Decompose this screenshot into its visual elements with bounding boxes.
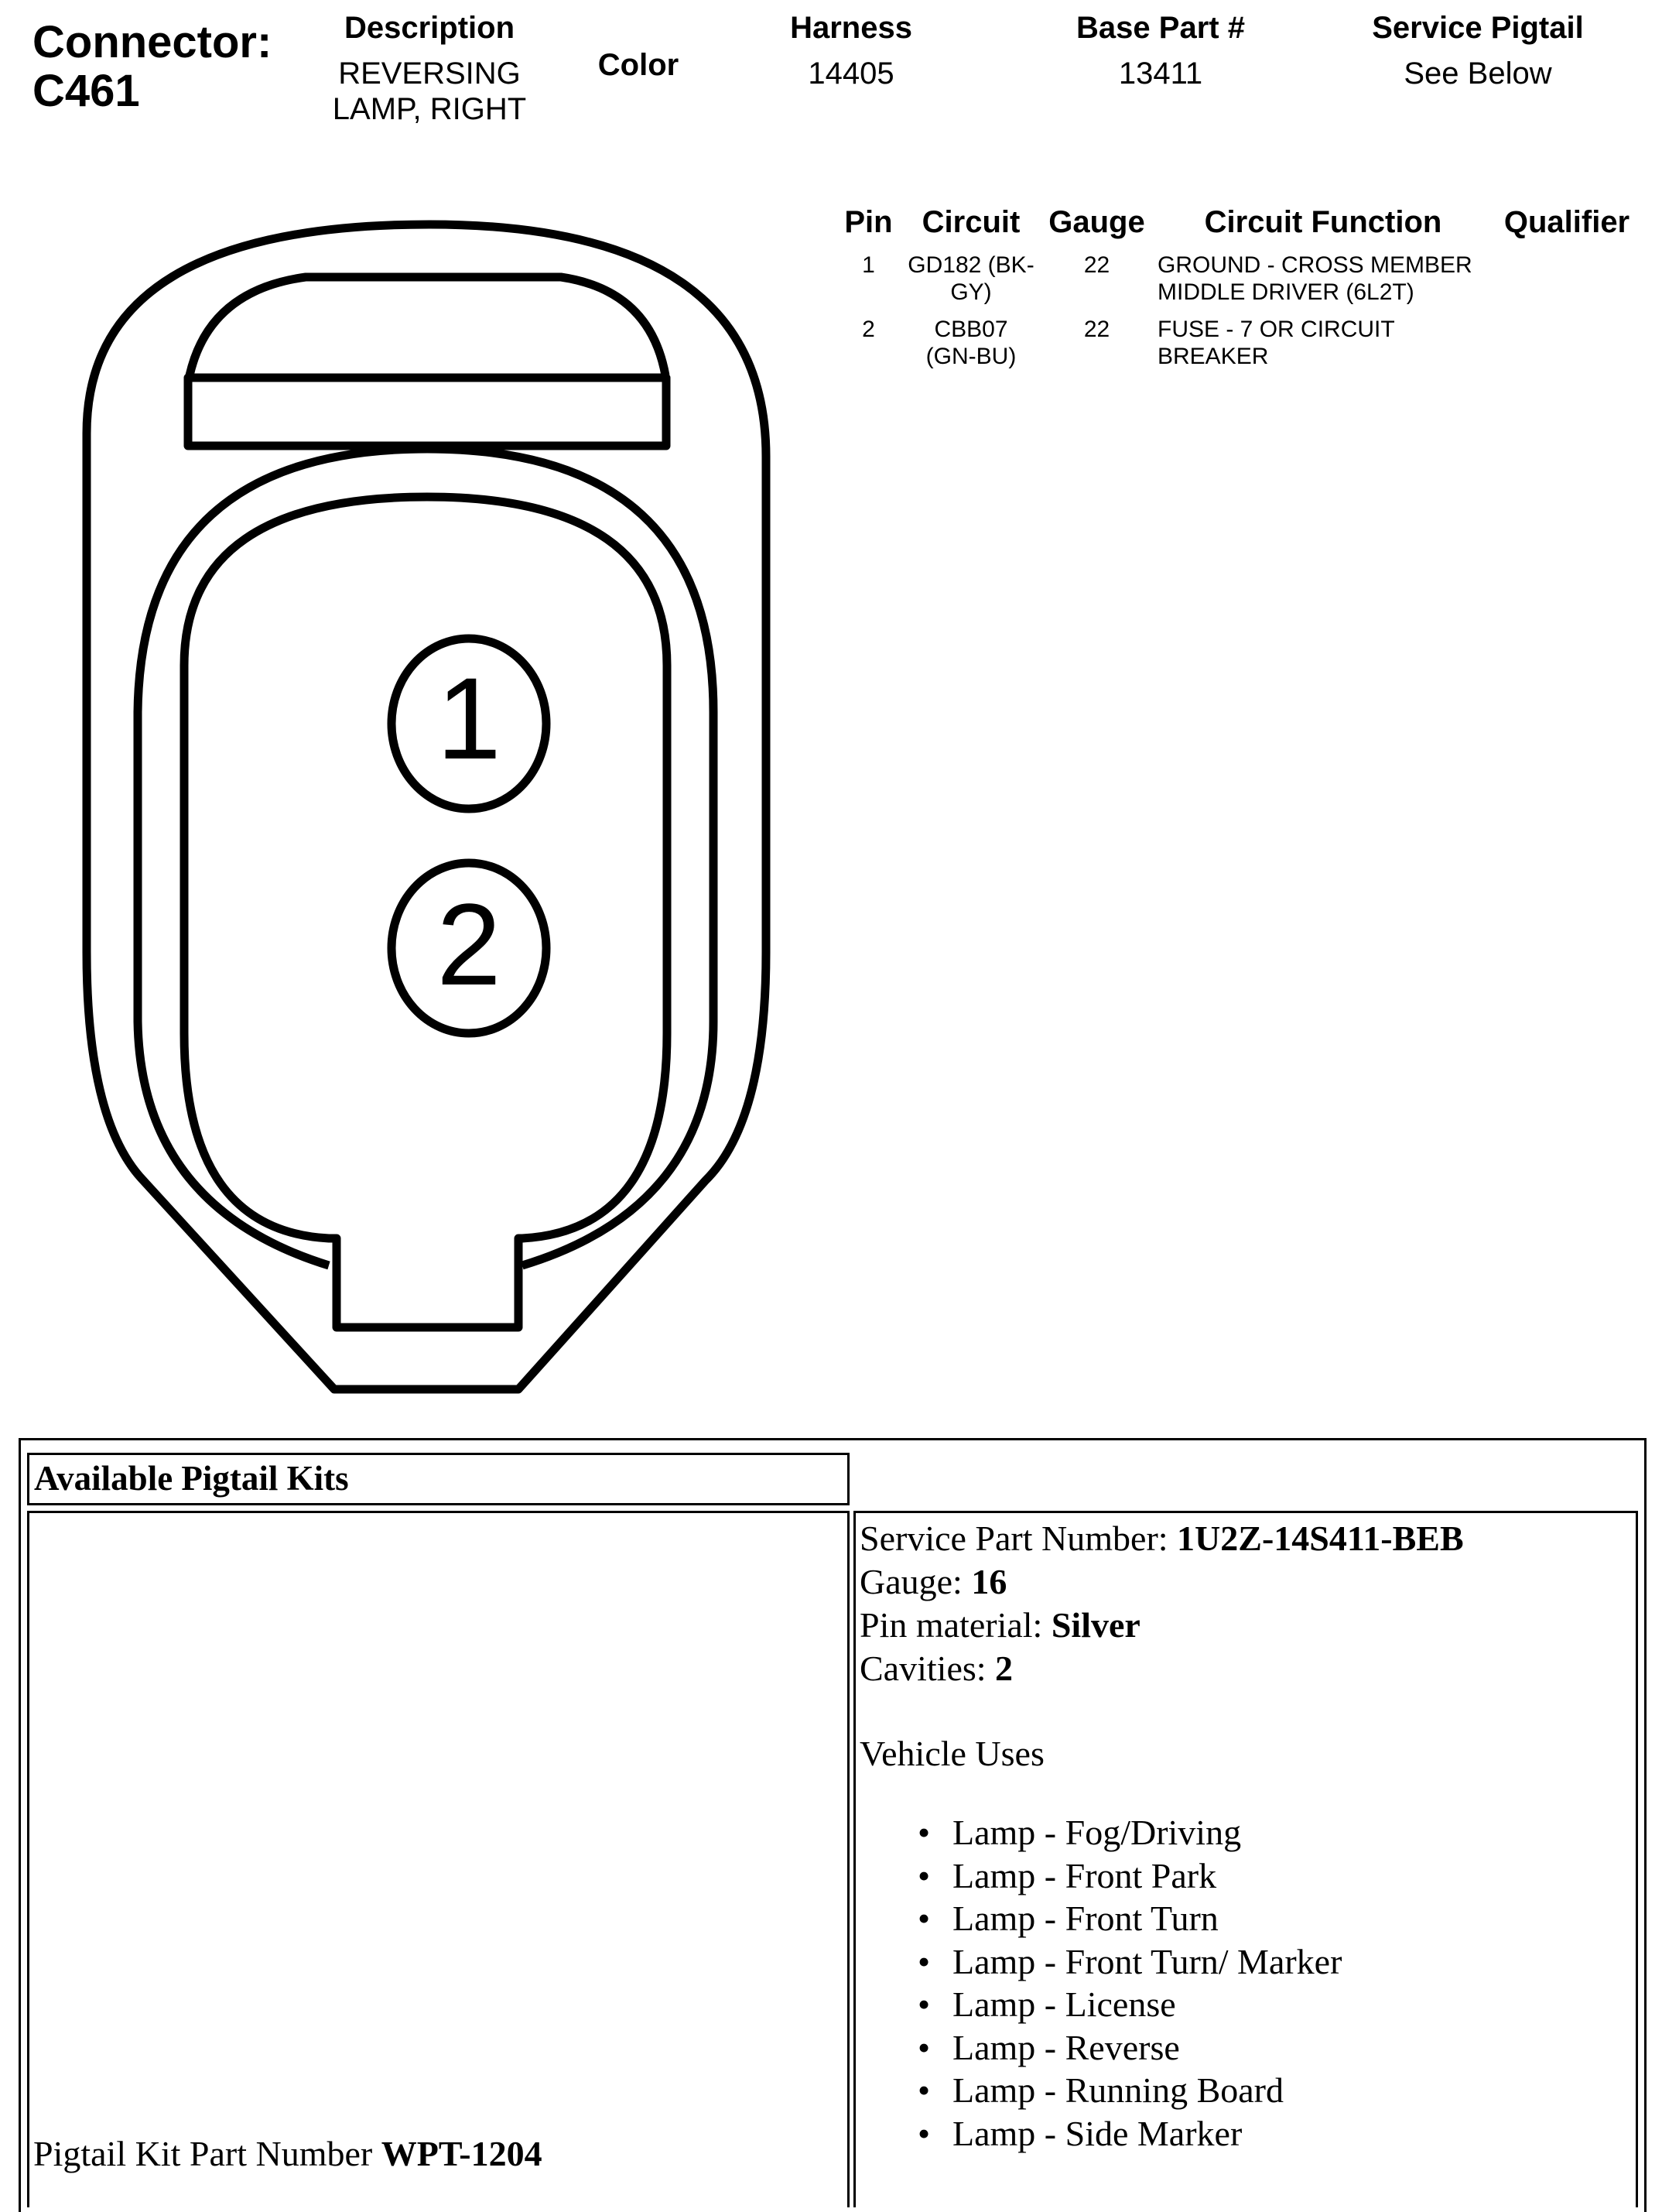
function-cell-line1: FUSE - 7 OR CIRCUIT bbox=[1158, 317, 1395, 342]
gauge-cell: 22 bbox=[1083, 252, 1110, 278]
service-part-label: Service Part Number: bbox=[860, 1519, 1168, 1558]
function-cell-line2: BREAKER bbox=[1158, 344, 1269, 369]
pin-header: Pin bbox=[844, 205, 893, 239]
latch-dome bbox=[190, 277, 665, 375]
bullet-icon: • bbox=[918, 2070, 931, 2110]
circuit-cell-line2: GY) bbox=[950, 279, 992, 305]
service-pigtail-label: Service Pigtail bbox=[1372, 11, 1584, 45]
vehicle-use-label: Lamp - License bbox=[952, 1984, 1176, 2024]
pin-2-label: 2 bbox=[436, 879, 501, 1009]
pigtail-kit-specs bbox=[860, 1517, 1464, 1775]
list-item bbox=[856, 1897, 1342, 1940]
seal-contour bbox=[138, 449, 713, 1265]
pin-material-line bbox=[860, 1604, 1464, 1647]
color-label: Color bbox=[597, 48, 679, 82]
cavities-label: Cavities: bbox=[860, 1649, 987, 1688]
bullet-icon: • bbox=[918, 1899, 931, 1938]
circuit-cell-line1: GD182 (BK- bbox=[908, 252, 1034, 278]
latch-bar bbox=[188, 378, 666, 446]
vehicle-use-label: Lamp - Side Marker bbox=[952, 2113, 1243, 2153]
description-value: REVERSING LAMP, RIGHT bbox=[332, 56, 527, 126]
circuit-header: Circuit bbox=[922, 205, 1021, 239]
vehicle-uses-label: Vehicle Uses bbox=[860, 1734, 1045, 1773]
gauge-label: Gauge: bbox=[860, 1562, 963, 1601]
gauge-header: Gauge bbox=[1048, 205, 1145, 239]
pigtail-kits-heading-cell bbox=[27, 1453, 850, 1505]
circuit-function-header: Circuit Function bbox=[1204, 205, 1442, 239]
vehicle-use-label: Lamp - Front Turn bbox=[952, 1899, 1219, 1938]
vehicle-uses-list bbox=[856, 1811, 1342, 2155]
pigtail-kit-details-cell bbox=[853, 1511, 1638, 2207]
pin-1-label: 1 bbox=[436, 653, 501, 783]
service-part-number: 1U2Z-14S411-BEB bbox=[1177, 1519, 1464, 1558]
pigtail-kit-image-cell bbox=[27, 1511, 850, 2207]
cavities-line bbox=[860, 1647, 1464, 1690]
bullet-icon: • bbox=[918, 1984, 931, 2024]
base-part-value: 13411 bbox=[1118, 56, 1203, 91]
gauge-cell: 22 bbox=[1083, 317, 1110, 342]
circuit-cell-line1: CBB07 bbox=[934, 317, 1008, 342]
bullet-icon: • bbox=[918, 1855, 931, 1895]
pigtail-kit-part-label: Pigtail Kit Part Number bbox=[33, 2134, 373, 2173]
list-item bbox=[856, 1983, 1342, 2026]
pigtail-kit-part-number: WPT-1204 bbox=[381, 2134, 542, 2173]
bullet-icon: • bbox=[918, 1813, 931, 1852]
pin-material-value: Silver bbox=[1051, 1605, 1140, 1645]
pigtail-kits-heading: Available Pigtail Kits bbox=[34, 1459, 349, 1498]
list-item bbox=[856, 2112, 1342, 2156]
pin-material-label: Pin material: bbox=[860, 1605, 1043, 1645]
qualifier-header: Qualifier bbox=[1503, 205, 1630, 239]
bullet-icon: • bbox=[918, 2113, 931, 2153]
connector-label: Connector: bbox=[32, 17, 272, 67]
base-part-label: Base Part # bbox=[1076, 11, 1245, 45]
pin-cell: 2 bbox=[862, 317, 875, 342]
bullet-icon: • bbox=[918, 1941, 931, 1981]
function-cell-line2: MIDDLE DRIVER (6L2T) bbox=[1158, 279, 1414, 305]
service-part-line bbox=[860, 1517, 1464, 1560]
pigtail-kit-part-line bbox=[33, 2132, 542, 2176]
list-item bbox=[856, 2069, 1342, 2112]
list-item bbox=[856, 1811, 1342, 1854]
bullet-icon: • bbox=[918, 2027, 931, 2067]
list-item bbox=[856, 1854, 1342, 1898]
vehicle-use-label: Lamp - Front Turn/ Marker bbox=[952, 1941, 1342, 1981]
pin-cavity bbox=[184, 497, 667, 1327]
vehicle-use-label: Lamp - Front Park bbox=[952, 1855, 1217, 1895]
harness-value: 14405 bbox=[808, 56, 894, 91]
description-label: Description bbox=[344, 11, 515, 45]
vehicle-use-label: Lamp - Reverse bbox=[952, 2027, 1180, 2067]
cavities-value: 2 bbox=[995, 1649, 1014, 1688]
harness-label: Harness bbox=[790, 11, 912, 45]
vehicle-use-label: Lamp - Fog/Driving bbox=[952, 1813, 1242, 1852]
function-cell-line1: GROUND - CROSS MEMBER bbox=[1158, 252, 1472, 278]
gauge-line bbox=[860, 1560, 1464, 1604]
list-item bbox=[856, 1940, 1342, 1984]
vehicle-use-label: Lamp - Running Board bbox=[952, 2070, 1284, 2110]
list-item bbox=[856, 2026, 1342, 2070]
circuit-cell-line2: (GN-BU) bbox=[925, 344, 1017, 369]
gauge-value: 16 bbox=[971, 1562, 1007, 1601]
connector-face-diagram bbox=[77, 215, 789, 1407]
connector-id: C461 bbox=[32, 66, 140, 116]
service-pigtail-value: See Below bbox=[1404, 56, 1552, 91]
pin-cell: 1 bbox=[862, 252, 875, 278]
